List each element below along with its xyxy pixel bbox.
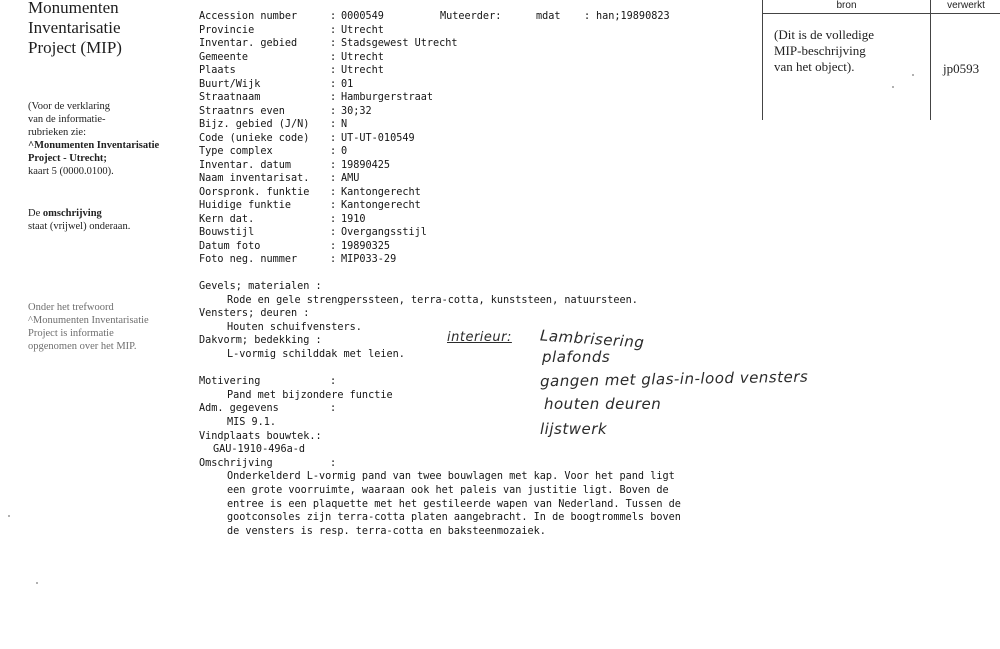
field-label: Type complex — [199, 146, 273, 157]
handwritten-note: Lambrisering — [539, 326, 645, 352]
bron-header: bron — [763, 0, 930, 14]
field-value: Hamburgerstraat — [341, 92, 434, 103]
field-colon: : — [330, 159, 337, 171]
omschrijving-line: gootconsoles zijn terra-cotta platen aangebracht. In de boogtrommels boven — [227, 512, 681, 524]
field-row — [199, 105, 699, 119]
handwritten-note: plafonds — [542, 348, 611, 366]
field-row — [199, 240, 699, 254]
field-row — [199, 78, 699, 92]
section-omschrijving — [199, 457, 759, 539]
field-value: Kantongerecht — [341, 186, 421, 198]
note-line-bold: ^Monumenten Inventarisatie — [28, 140, 160, 151]
field-value: 19890425 — [341, 159, 391, 171]
field-row — [199, 145, 699, 159]
note-line: opgenomen over het MIP. — [28, 341, 137, 352]
section-vindplaats — [199, 430, 759, 457]
field-value: AMU — [341, 173, 360, 184]
field-colon: : — [330, 38, 337, 49]
section-head: Vindplaats bouwtek.: — [199, 430, 322, 442]
section-body: GAU-1910-496a-d — [213, 444, 306, 456]
note-line-bold: Project - Utrecht; — [28, 153, 107, 164]
field-label: Oorspronk. funktie — [199, 186, 310, 198]
field-label: Straatnrs even — [199, 105, 285, 117]
muteerder-date: han;19890823 — [596, 11, 670, 22]
bron-line: van het object). — [774, 59, 855, 74]
section-head: Vensters; deuren : — [199, 308, 310, 320]
field-label: Kern dat. — [199, 213, 255, 225]
omschrijving-line: Onderkelderd L-vormig pand van twee bouwlagen met kap. Voor het pand ligt — [227, 471, 675, 483]
muteerder-colon: : — [584, 11, 591, 22]
field-colon: : — [330, 173, 337, 184]
note-line: Onder het trefwoord — [28, 302, 114, 313]
muteerder-value: mdat — [536, 11, 561, 22]
field-row — [199, 64, 699, 78]
bron-line: (Dit is de volledige — [774, 27, 875, 42]
description-sections — [199, 280, 759, 538]
explanation-note — [28, 100, 178, 178]
field-row — [199, 186, 699, 200]
field-colon: : — [330, 11, 337, 22]
field-label: Datum foto — [199, 240, 261, 252]
section-body: Pand met bijzondere functie — [227, 389, 393, 401]
section-body: MIS 9.1. — [227, 416, 277, 428]
title-line: Project (MIP) — [28, 38, 122, 57]
bron-text — [774, 27, 924, 75]
field-value: Utrecht — [341, 65, 384, 76]
scan-speck — [36, 582, 38, 584]
field-value: N — [341, 119, 348, 130]
verwerkt-value: jp0593 — [943, 61, 980, 76]
field-value: Stadsgewest Utrecht — [341, 38, 458, 49]
field-label: Naam inventarisat. — [199, 173, 310, 184]
field-label: Provincie — [199, 24, 255, 36]
omschrijving-line: entree is een plaquette met het gestileerde wapen van Nederland. Tussen de — [227, 498, 681, 510]
field-colon: : — [330, 24, 337, 36]
title-line: Inventarisatie — [28, 18, 121, 37]
note-line: ^Monumenten Inventarisatie — [28, 315, 149, 326]
description-note — [28, 207, 178, 233]
field-colon: : — [330, 92, 337, 103]
field-row — [199, 159, 699, 173]
field-row — [199, 10, 699, 24]
field-label: Inventar. datum — [199, 159, 292, 171]
field-row — [199, 199, 699, 213]
note-line: (Voor de verklaring — [28, 101, 111, 112]
field-colon: : — [330, 51, 337, 63]
field-value: 0 — [341, 146, 348, 157]
field-row — [199, 37, 699, 51]
field-label: Bijz. gebied (J/N) — [199, 119, 310, 130]
scan-speck — [912, 74, 914, 76]
verwerkt-header: verwerkt — [931, 0, 1000, 14]
handwritten-note: gangen met glas-in-lood vensters — [539, 367, 809, 391]
field-value: Utrecht — [341, 51, 384, 63]
field-row — [199, 51, 699, 65]
field-colon: : — [330, 254, 337, 265]
field-row — [199, 91, 699, 105]
title-line: Monumenten — [28, 0, 119, 17]
field-label: Code (unieke code) — [199, 132, 310, 144]
field-row — [199, 253, 699, 267]
handwritten-note: houten deuren — [544, 395, 662, 413]
note-line: van de informatie- — [28, 114, 106, 125]
column-divider — [930, 0, 931, 120]
field-label: Straatnaam — [199, 92, 261, 103]
scan-speck — [892, 86, 894, 88]
field-row — [199, 132, 699, 146]
field-label: Inventar. gebied — [199, 38, 298, 49]
source-box — [762, 0, 1000, 120]
field-colon: : — [330, 213, 337, 225]
field-label: Gemeente — [199, 51, 249, 63]
field-value: 1910 — [341, 213, 366, 225]
field-value: 30;32 — [341, 105, 372, 117]
field-label: Plaats — [199, 65, 236, 76]
field-value: 01 — [341, 78, 354, 90]
field-label: Huidige funktie — [199, 200, 292, 211]
note-line: kaart 5 (0000.0100). — [28, 166, 114, 177]
field-value: 0000549 — [341, 11, 384, 22]
mip-title — [28, 0, 178, 58]
field-value: Utrecht — [341, 24, 384, 36]
field-label: Bouwstijl — [199, 227, 255, 238]
field-colon: : — [330, 227, 337, 238]
field-value: Overgangsstijl — [341, 227, 427, 238]
field-label: Foto neg. nummer — [199, 254, 298, 265]
note-line: rubrieken zie: — [28, 127, 87, 138]
field-row — [199, 118, 699, 132]
field-colon: : — [330, 65, 337, 76]
field-colon: : — [330, 78, 337, 90]
field-value: 19890325 — [341, 240, 391, 252]
section-adm — [199, 402, 759, 429]
omschrijving-line: de vensters is resp. terra-cotta en baksteenmozaiek. — [227, 525, 546, 537]
field-colon: : — [330, 200, 337, 211]
field-row — [199, 213, 699, 227]
field-value: MIP033-29 — [341, 254, 397, 265]
section-head: Dakvorm; bedekking : — [199, 335, 322, 347]
section-head: Adm. gegevens : — [199, 403, 337, 415]
section-body: L-vormig schilddak met leien. — [227, 348, 405, 360]
omschrijving-line: een grote voorruimte, waaraan ook het paleis van justitie ligt. Boven de — [227, 484, 669, 496]
scan-speck — [8, 515, 10, 517]
keyword-note — [28, 301, 178, 353]
section-head: Motivering : — [199, 376, 337, 388]
field-colon: : — [330, 186, 337, 198]
bron-line: MIP-beschrijving — [774, 43, 866, 58]
handwritten-note: lijstwerk — [540, 420, 608, 438]
field-colon: : — [330, 119, 337, 130]
field-row — [199, 172, 699, 186]
field-value: UT-UT-010549 — [341, 132, 415, 144]
field-label: Buurt/Wijk — [199, 78, 261, 90]
field-row — [199, 226, 699, 240]
section-head: Omschrijving : — [199, 457, 337, 469]
section-head: Gevels; materialen : — [199, 281, 322, 292]
note-line: Project is informatie — [28, 328, 114, 339]
muteerder-label: Muteerder: — [440, 11, 502, 22]
section-body: Houten schuifvensters. — [227, 321, 362, 333]
section-gevels — [199, 280, 759, 307]
field-label: Accession number — [199, 11, 298, 22]
handwritten-label: interieur: — [447, 330, 512, 345]
field-value: Kantongerecht — [341, 200, 421, 211]
field-colon: : — [330, 132, 337, 144]
note-line: staat (vrijwel) onderaan. — [28, 221, 131, 232]
section-body: Rode en gele strengperssteen, terra-cotta, kunststeen, natuursteen. — [227, 294, 638, 306]
note-line: De omschrijving — [28, 208, 102, 219]
field-list — [199, 10, 699, 267]
field-colon: : — [330, 105, 337, 117]
field-row — [199, 24, 699, 38]
field-colon: : — [330, 146, 337, 157]
field-colon: : — [330, 240, 337, 252]
